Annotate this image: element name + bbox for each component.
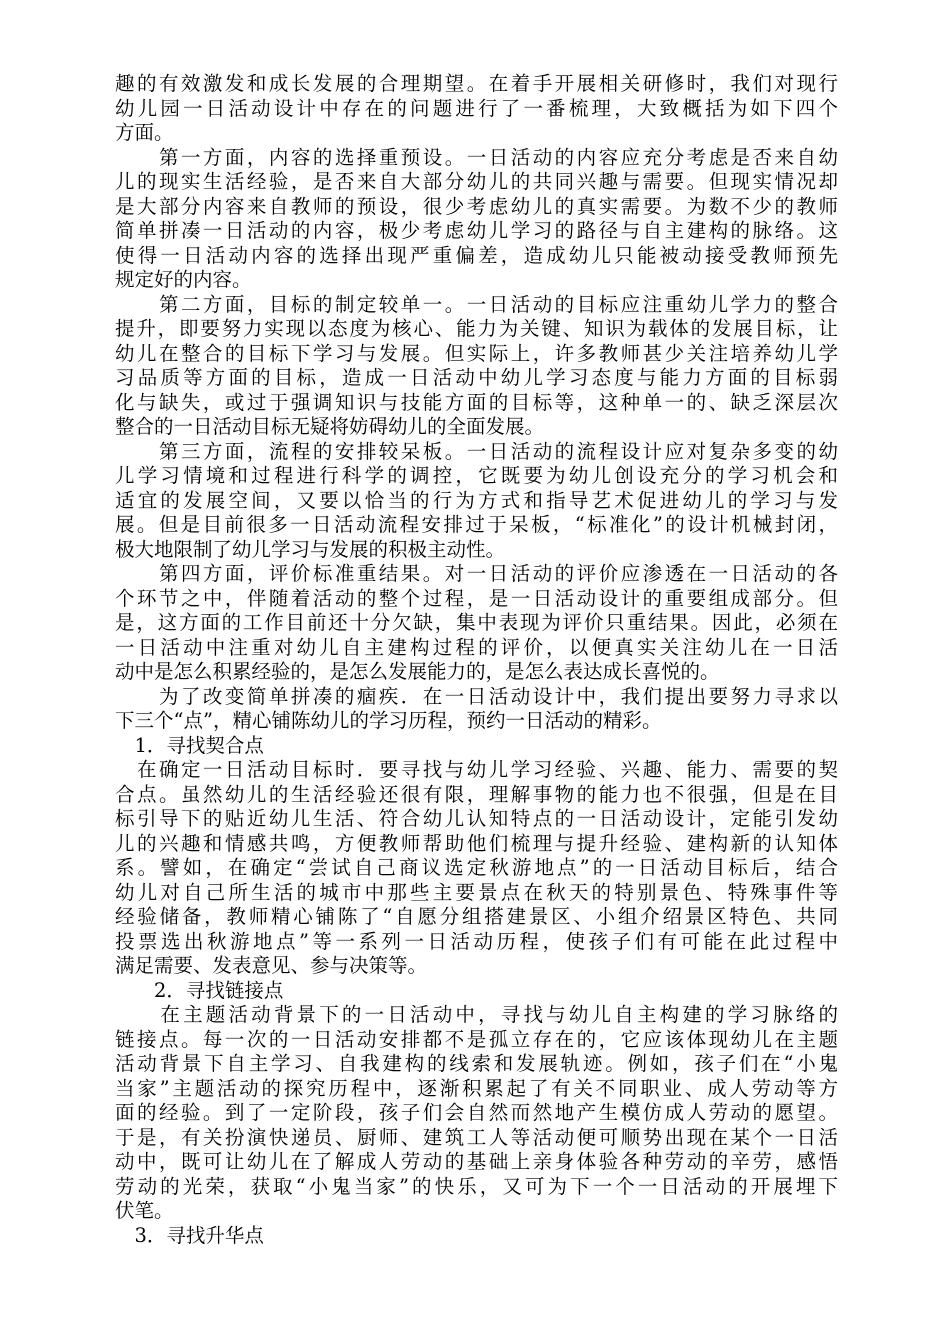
text-line: 整合的一日活动目标无疑将妨碍幼儿的全面发展。 — [115, 415, 545, 438]
text-line: 幼儿对自己所生活的城市中那些主要景点在秋天的特别景色、特殊事件等 — [115, 880, 838, 904]
text-line: 为了改变简单拼凑的痼疾．在一日活动设计中，我们提出要努力寻求以 — [115, 684, 838, 708]
text-line: 极大地限制了幼儿学习与发展的积极主动性。 — [115, 537, 506, 561]
paragraph-point-2 — [115, 1003, 838, 1224]
text-line: 第二方面，目标的制定较单一。一日活动的目标应注重幼儿学力的整合 — [115, 292, 838, 316]
text-line: 面的经验。到了一定阶段，孩子们会自然而然地产生模仿成人劳动的愿望。 — [115, 1101, 838, 1124]
text-line: 系。譬如，在确定“尝试自己商议选定秋游地点”的一日活动目标后，结合 — [115, 856, 838, 879]
text-line: 规定好的内容。 — [115, 268, 252, 291]
text-line: 下三个“点”，精心铺陈幼儿的学习历程，预约一日活动的精彩。 — [115, 709, 662, 732]
text-line: 儿学习情境和过程进行科学的调控，它既要为幼儿创设充分的学习机会和 — [115, 464, 838, 487]
document-body — [115, 72, 838, 1248]
text-line: 儿的兴趣和情感共鸣，方便教师帮助他们梳理与提升经验、建构新的认知体 — [115, 831, 838, 855]
text-line: 第四方面，评价标准重结果。对一日活动的评价应渗透在一日活动的各 — [115, 562, 838, 585]
text-line: 在主题活动背景下的一日活动中，寻找与幼儿自主构建的学习脉络的 — [115, 1003, 838, 1026]
text-line: 儿的现实生活经验，是否来自大部分幼儿的共同兴趣与需要。但现实情况却 — [115, 170, 838, 193]
paragraph-intro — [115, 72, 838, 146]
text-line: 化与缺失，或过于强调知识与技能方面的目标等，这种单一的、缺乏深层次 — [115, 390, 838, 414]
text-line: 是大部分内容来自教师的预设，很少考虑幼儿的真实需要。为数不少的教师 — [115, 194, 838, 218]
text-line: 在确定一日活动目标时．要寻找与幼儿学习经验、兴趣、能力、需要的契 — [115, 758, 838, 781]
text-line: 提升，即要努力实现以态度为核心、能力为关键、知识为载体的发展目标，让 — [115, 317, 838, 340]
paragraph-point-1 — [115, 758, 838, 979]
text-line: 幼儿在整合的目标下学习与发展。但实际上，许多教师甚少关注培养幼儿学 — [115, 341, 838, 365]
text-line: 第一方面，内容的选择重预设。一日活动的内容应充分考虑是否来自幼 — [115, 145, 838, 169]
text-line: 展。但是目前很多一日活动流程安排过于呆板，“标准化”的设计机械封闭， — [115, 513, 838, 536]
text-line: 于是，有关扮演快递员、厨师、建筑工人等活动便可顺势出现在某个一日活 — [115, 1125, 838, 1149]
text-line: 个环节之中，伴随着活动的整个过程，是一日活动设计的重要组成部分。但 — [115, 586, 838, 610]
text-line: 使得一日活动内容的选择出现严重偏差，造成幼儿只能被动接受教师预先 — [115, 243, 838, 267]
text-line: 幼儿园一日活动设计中存在的问题进行了一番梳理，大致概括为如下四个 — [115, 96, 838, 120]
text-line: 第三方面，流程的安排较呆板。一日活动的流程设计应对复杂多变的幼 — [115, 439, 838, 463]
text-line: 经验储备，教师精心铺陈了“自愿分组搭建景区、小组介绍景区特色、共同 — [115, 905, 838, 928]
text-line: 方面。 — [115, 121, 174, 144]
text-line: 合点。虽然幼儿的生活经验还很有限，理解事物的能力也不很强，但是在目 — [115, 782, 838, 806]
text-line: 一日活动中注重对幼儿自主建构过程的评价，以便真实关注幼儿在一日活 — [115, 635, 838, 659]
paragraph-aspect-3 — [115, 440, 838, 563]
text-line: 简单拼凑一日活动的内容，极少考虑幼儿学习的路径与自主建构的脉络。这 — [115, 219, 838, 242]
text-line: 动中，既可让幼儿在了解成人劳动的基础上亲身体验各种劳动的辛劳，感悟 — [115, 1150, 838, 1173]
text-line: 伏笔。 — [115, 1199, 174, 1222]
text-line: 链接点。每一次的一日活动安排都不是孤立存在的，它应该体现幼儿在主题 — [115, 1027, 838, 1051]
paragraph-aspect-4 — [115, 562, 838, 685]
text-line: 适宜的发展空间，又要以恰当的行为方式和指导艺术促进幼儿的学习与发 — [115, 488, 838, 512]
paragraph-aspect-2 — [115, 293, 838, 440]
text-line: 动中是怎么积累经验的，是怎么发展能力的，是怎么表达成长喜悦的。 — [115, 660, 720, 683]
text-line: 趣的有效激发和成长发展的合理期望。在着手开展相关研修时，我们对现行 — [115, 72, 838, 95]
text-line: 活动背景下自主学习、自我建构的线索和发展轨迹。例如，孩子们在“小鬼 — [115, 1052, 838, 1075]
text-line: 标引导下的贴近幼儿生活、符合幼儿认知特点的一日活动设计，定能引发幼 — [115, 807, 838, 830]
section-heading-1: 1．寻找契合点 — [115, 733, 264, 757]
text-line: 满足需要、发表意见、参与决策等。 — [115, 954, 428, 977]
text-line: 是，这方面的工作目前还十分欠缺，集中表现为评价只重结果。因此，必须在 — [115, 611, 838, 634]
section-heading-2: 2．寻找链接点 — [115, 978, 284, 1002]
paragraph-aspect-1 — [115, 146, 838, 293]
text-line: 当家”主题活动的探究历程中，逐渐积累起了有关不同职业、成人劳动等方 — [115, 1076, 838, 1100]
section-heading-3: 3．寻找升华点 — [115, 1223, 264, 1247]
text-line: 习品质等方面的目标，造成一日活动中幼儿学习态度与能力方面的目标弱 — [115, 366, 838, 389]
text-line: 投票选出秋游地点”等一系列一日活动历程，使孩子们有可能在此过程中 — [115, 929, 838, 953]
paragraph-three-points — [115, 685, 838, 734]
text-line: 劳动的光荣，获取“小鬼当家”的快乐，又可为下一个一日活动的开展埋下 — [115, 1174, 838, 1198]
